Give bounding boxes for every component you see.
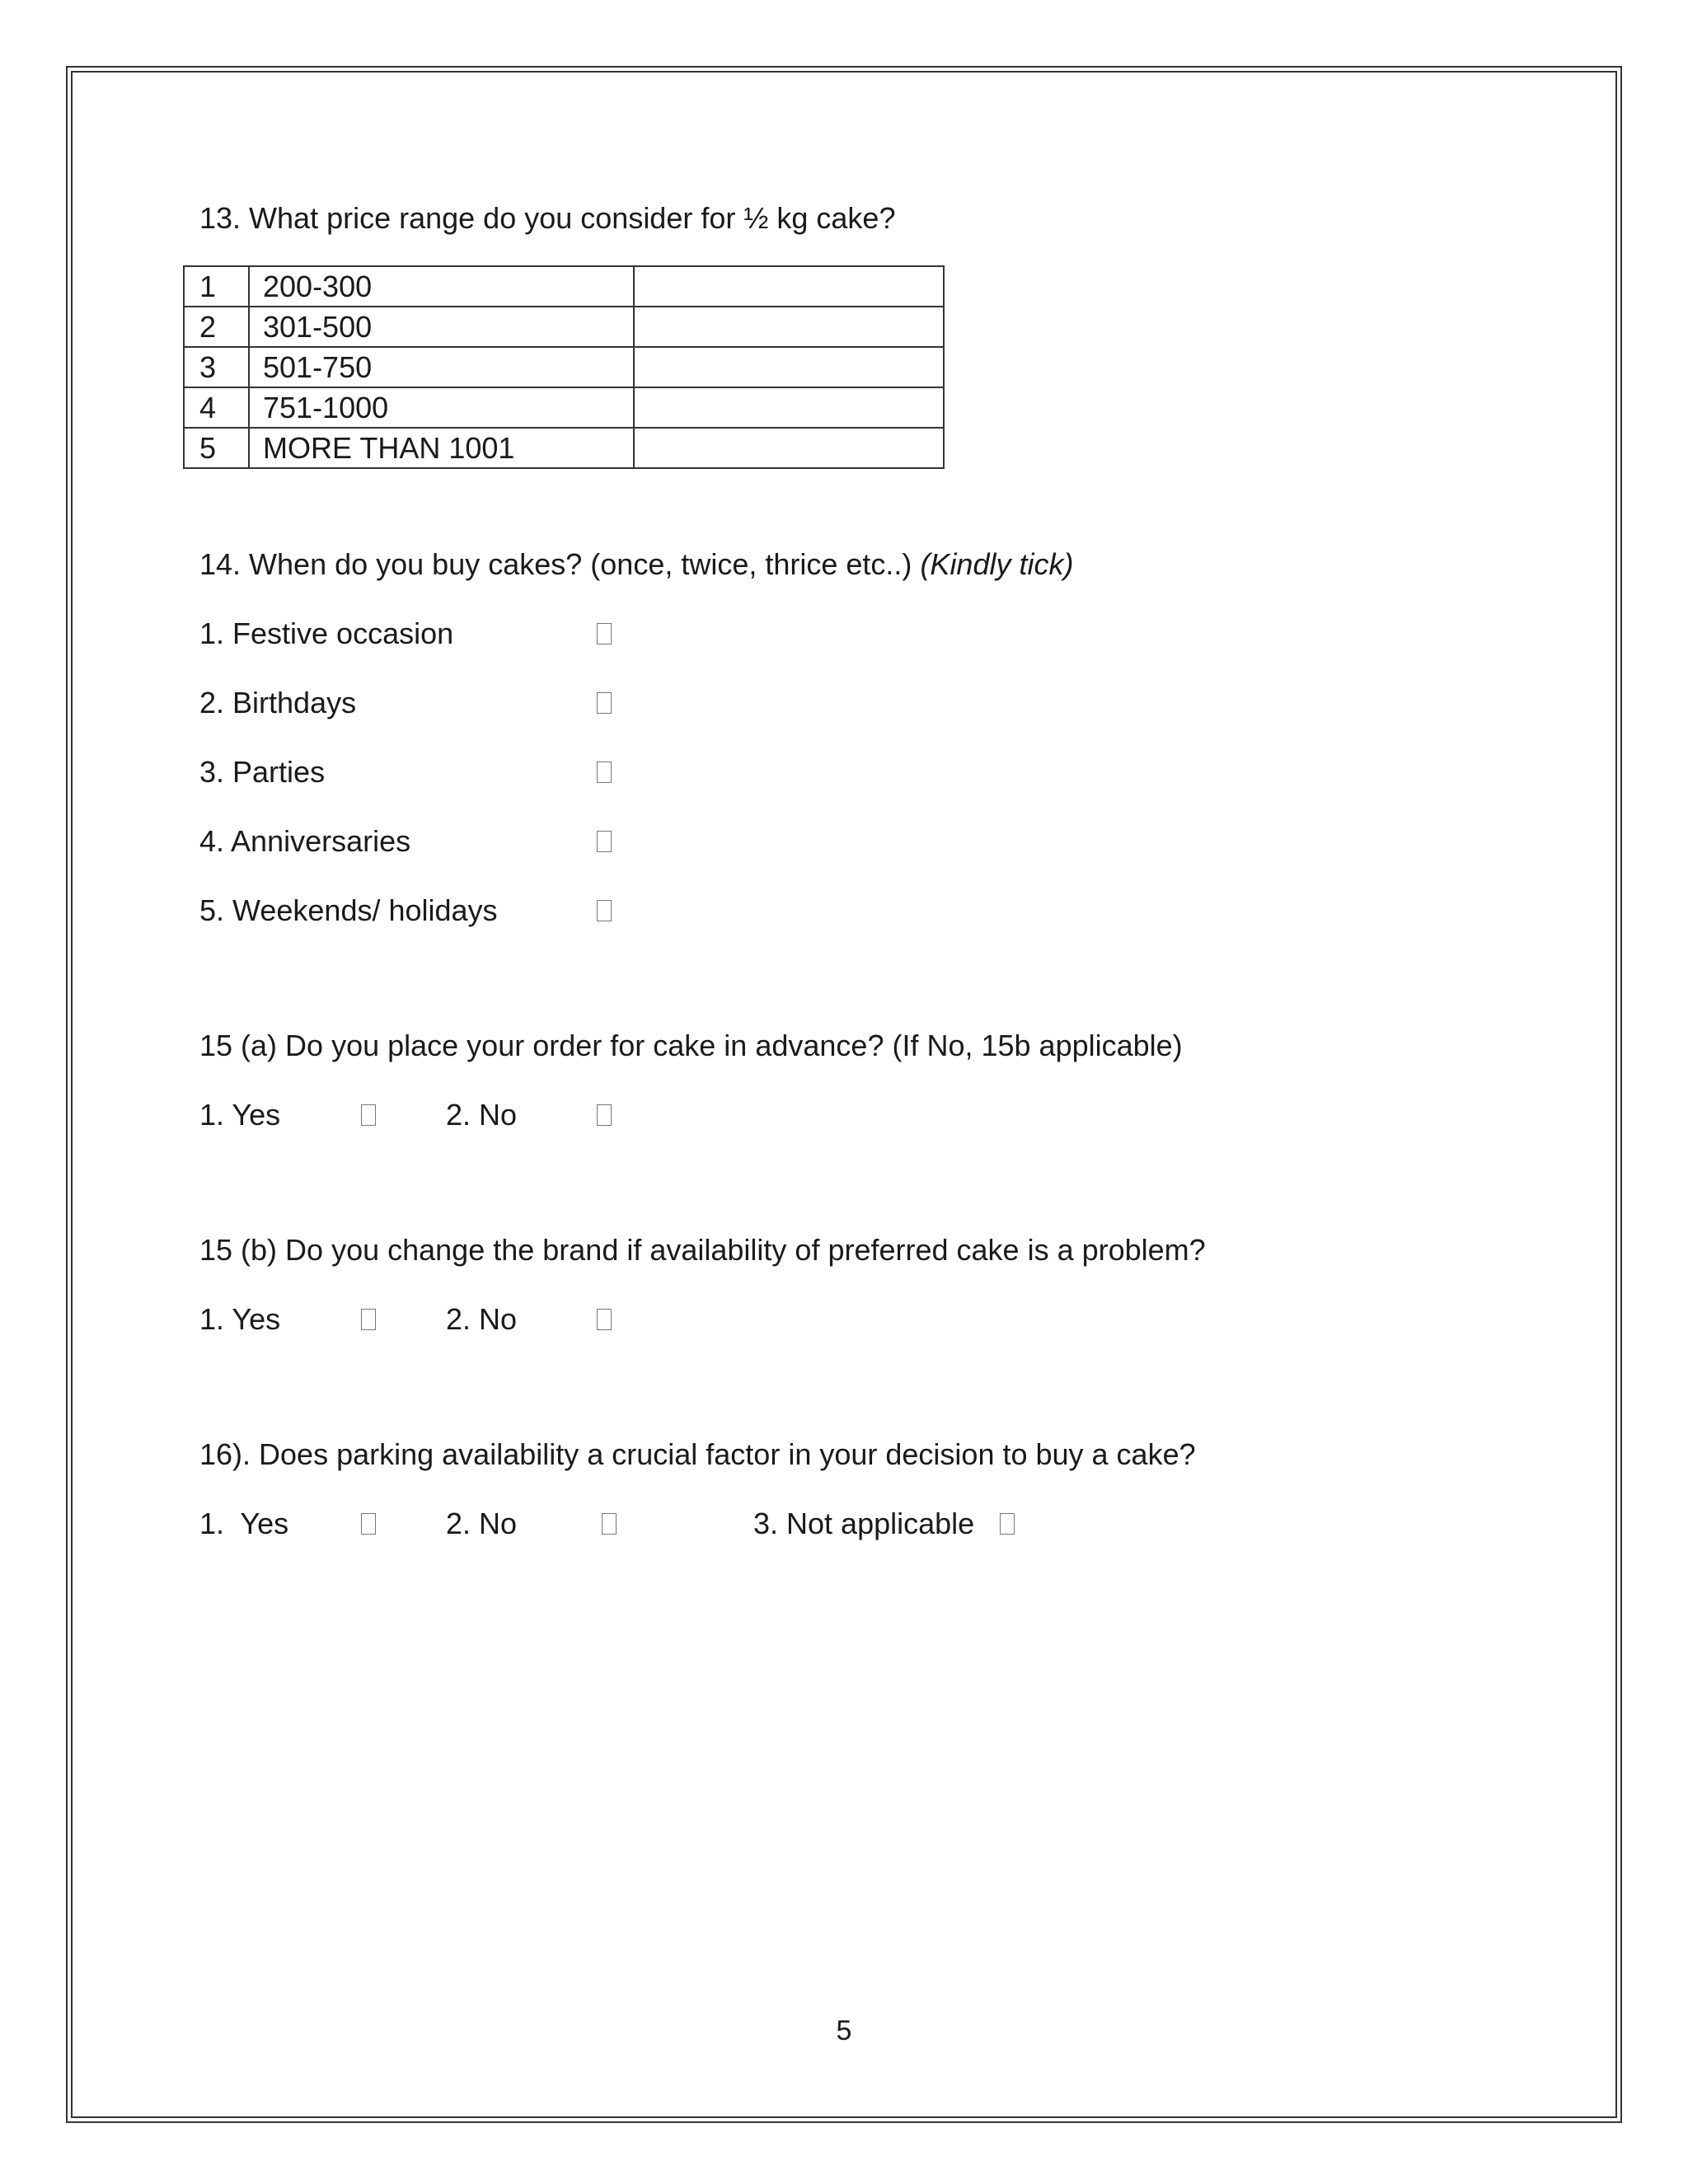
row-number: 3 (184, 347, 249, 387)
q16-yes-label: 1. Yes (199, 1507, 289, 1540)
option-weekends-holidays: 5. Weekends/ holidays (199, 893, 498, 927)
answer-cell[interactable] (634, 266, 944, 307)
q16-not-applicable-checkbox[interactable] (1000, 1513, 1015, 1535)
anniversaries-checkbox[interactable] (597, 831, 612, 852)
question-15b-title: 15 (b) Do you change the brand if availability of preferred cake is a problem? (199, 1233, 1206, 1267)
row-number: 1 (184, 266, 249, 307)
price-range: 501-750 (249, 347, 634, 387)
price-range: 200-300 (249, 266, 634, 307)
option-birthdays: 2. Birthdays (199, 686, 357, 719)
q15b-no-checkbox[interactable] (597, 1309, 612, 1330)
table-row (184, 307, 944, 347)
answer-cell[interactable] (634, 307, 944, 347)
q15a-yes-label: 1. Yes (199, 1098, 281, 1132)
row-number: 2 (184, 307, 249, 347)
question-14-note: (Kindly tick) (920, 547, 1074, 581)
row-number: 4 (184, 387, 249, 428)
question-13-title: 13. What price range do you consider for ½ kg cake? (199, 201, 896, 235)
question-15a-title: 15 (a) Do you place your order for cake in advance? (If No, 15b applicable) (199, 1029, 1183, 1062)
q15b-yes-label: 1. Yes (199, 1302, 281, 1336)
option-festive-occasion: 1. Festive occasion (199, 616, 454, 650)
question-14-text: 14. When do you buy cakes? (once, twice, thrice etc..) (199, 547, 912, 581)
row-number: 5 (184, 428, 249, 468)
question-14-title (199, 546, 1073, 583)
table-row (184, 266, 944, 307)
table-row (184, 428, 944, 468)
answer-cell[interactable] (634, 347, 944, 387)
q16-no-label: 2. No (446, 1507, 518, 1540)
q15b-no-label: 2. No (446, 1302, 518, 1336)
q15a-no-checkbox[interactable] (597, 1104, 612, 1126)
option-parties: 3. Parties (199, 755, 326, 789)
answer-cell[interactable] (634, 428, 944, 468)
question-16-title: 16). Does parking availability a crucial factor in your decision to buy a cake? (199, 1437, 1196, 1471)
q16-no-checkbox[interactable] (602, 1513, 617, 1535)
table-row (184, 387, 944, 428)
price-range: MORE THAN 1001 (249, 428, 634, 468)
weekends-holidays-checkbox[interactable] (597, 900, 612, 921)
price-range-table (183, 265, 945, 469)
option-anniversaries: 4. Anniversaries (199, 824, 411, 858)
table-row (184, 347, 944, 387)
festive-occasion-checkbox[interactable] (597, 623, 612, 644)
parties-checkbox[interactable] (597, 762, 612, 783)
page-number: 5 (836, 2015, 852, 2046)
q16-not-applicable-label: 3. Not applicable (753, 1507, 975, 1540)
birthdays-checkbox[interactable] (597, 692, 612, 714)
answer-cell[interactable] (634, 387, 944, 428)
q16-yes-checkbox[interactable] (361, 1513, 376, 1535)
price-range: 301-500 (249, 307, 634, 347)
q15a-yes-checkbox[interactable] (361, 1104, 376, 1126)
q15a-no-label: 2. No (446, 1098, 518, 1132)
q15b-yes-checkbox[interactable] (361, 1309, 376, 1330)
price-range: 751-1000 (249, 387, 634, 428)
